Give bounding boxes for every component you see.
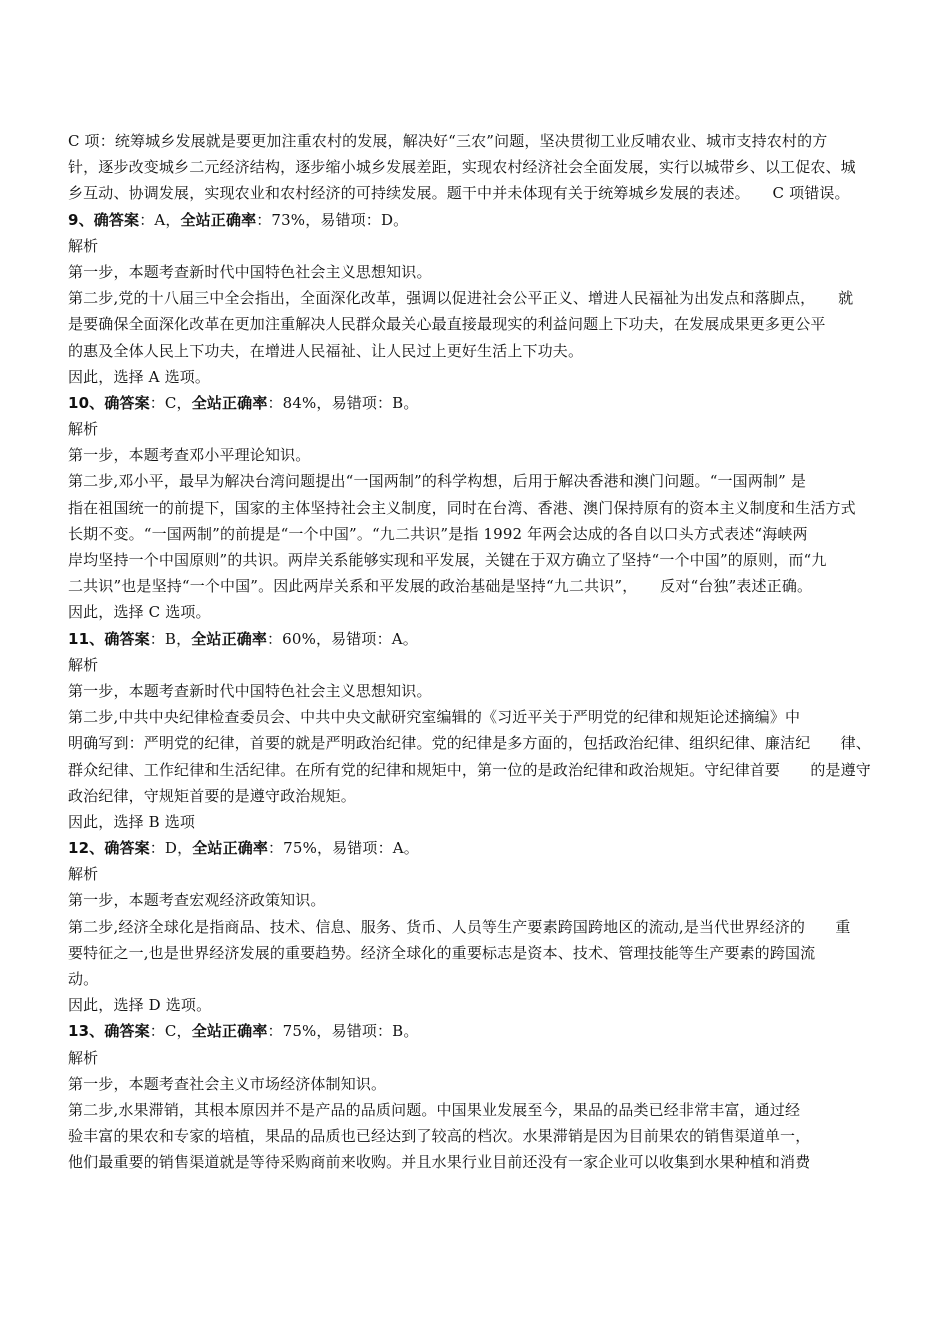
analysis-label: 解析	[68, 865, 99, 884]
rate-label: 全站正确率	[192, 839, 269, 858]
rate-value: ：75%，易错项：A。	[268, 839, 419, 858]
answer-line	[68, 207, 888, 233]
question-number: 10、	[68, 393, 105, 412]
answer-label: 确答案	[104, 629, 150, 648]
rate-value: ：84%，易错项：B。	[267, 393, 419, 412]
rate-value: ：73%，易错项：D。	[256, 210, 409, 229]
question-10-block	[68, 390, 888, 626]
text-line: 针，逐步改变城乡二元经济结构，逐步缩小城乡发展差距，实现农村经济社会全面发展，实行以城带乡、以工促农、城	[68, 158, 856, 177]
text-line: 第二步,经济全球化是指商品、技术、信息、服务、货币、人员等生产要素跨国跨地区的流动,是当代世界经济的 重	[68, 917, 851, 936]
conclusion-line: 因此，选择 B 选项	[68, 812, 196, 831]
text-line: 指在祖国统一的前提下，国家的主体坚持社会主义制度，同时在台湾、香港、澳门保持原有的资本主义制度和生活方式	[68, 498, 856, 517]
text-line: 第二步,党的十八届三中全会指出，全面深化改革，强调以促进社会公平正义、增进人民福祉为出发点和落脚点， 就	[68, 289, 854, 308]
question-13-block	[68, 1018, 888, 1175]
answer-value: ：A，	[139, 210, 181, 229]
rate-label: 全站正确率	[180, 210, 257, 229]
text-line: 第二步,水果滞销，其根本原因并不是产品的品质问题。中国果业发展至今，果品的品类已经非常丰富，通过经	[68, 1100, 801, 1119]
answer-value: ：C，	[149, 1022, 192, 1041]
text-line: 动。	[68, 970, 99, 988]
question-number: 11、	[68, 629, 105, 648]
analysis-label: 解析	[68, 1048, 99, 1067]
rate-label: 全站正确率	[191, 629, 268, 648]
answer-value: ：D，	[149, 839, 193, 858]
conclusion-line: 因此，选择 C 选项。	[68, 603, 211, 622]
answer-line	[68, 835, 888, 861]
question-9-block	[68, 207, 888, 390]
section-c-block	[68, 128, 888, 207]
analysis-label: 解析	[68, 420, 99, 439]
text-line: 第二步,邓小平，最早为解决台湾问题提出“一国两制”的科学构想，后用于解决香港和澳门问题。“一国两制” 是	[68, 472, 807, 491]
answer-value: ：B，	[149, 629, 192, 648]
answer-label: 确答案	[104, 393, 150, 412]
text-line: C 项：统筹城乡发展就是要更加注重农村的发展，解决好“三农”问题，坚决贯彻工业反哺农业、城市支持农村的方	[68, 132, 828, 150]
answer-line	[68, 626, 888, 652]
answer-line	[68, 390, 888, 416]
rate-value: ：75%，易错项：B。	[267, 1022, 419, 1041]
conclusion-line: 因此，选择 A 选项。	[68, 367, 211, 386]
text-line: 明确写到：严明党的纪律，首要的就是严明政治纪律。党的纪律是多方面的，包括政治纪律、组织纪律、廉洁纪 律、	[68, 734, 871, 753]
answer-label: 确答案	[93, 210, 140, 229]
question-11-block	[68, 626, 888, 836]
answer-label: 确答案	[104, 839, 150, 858]
text-line: 第一步，本题考查邓小平理论知识。	[68, 446, 311, 465]
question-number: 9、	[68, 210, 94, 229]
analysis-label: 解析	[68, 655, 99, 674]
answer-value: ：C，	[149, 393, 192, 412]
answer-label: 确答案	[104, 1022, 150, 1041]
text-line: 第一步，本题考查社会主义市场经济体制知识。	[68, 1074, 387, 1093]
question-12-block	[68, 835, 888, 1018]
text-line: 第一步，本题考查新时代中国特色社会主义思想知识。	[68, 262, 432, 281]
text-line: 是要确保全面深化改革在更加注重解决人民群众最关心最直接最现实的利益问题上下功夫，在发展成果更多更公平	[68, 315, 826, 334]
rate-label: 全站正确率	[191, 1022, 268, 1041]
rate-value: ：60%，易错项：A。	[267, 629, 418, 648]
question-number: 12、	[68, 839, 105, 858]
question-number: 13、	[68, 1022, 105, 1041]
rate-label: 全站正确率	[191, 393, 268, 412]
text-line: 乡互动、协调发展，实现农业和农村经济的可持续发展。题干中并未体现有关于统筹城乡发展的表述。 C 项错误。	[68, 184, 850, 203]
text-line: 政治纪律，守规矩首要的是遵守政治规矩。	[68, 786, 356, 805]
text-line: 长期不变。“一国两制”的前提是“一个中国”。“九二共识”是指 1992 年两会达成的各自以口头方式表述“海峡两	[68, 524, 808, 543]
text-line: 的惠及全体人民上下功夫，在增进人民福祉、让人民过上更好生活上下功夫。	[68, 341, 584, 360]
text-line: 验丰富的果农和专家的培植，果品的品质也已经达到了较高的档次。水果滞销是因为目前果农的销售渠道单一，	[68, 1127, 811, 1146]
analysis-label: 解析	[68, 236, 99, 255]
text-line: 二共识”也是坚持“一个中国”。因此两岸关系和平发展的政治基础是坚持“九二共识”， 反对“台独”表述正确。	[68, 577, 813, 596]
text-line: 要特征之一,也是世界经济发展的重要趋势。经济全球化的重要标志是资本、技术、管理技能等生产要素的跨国流	[68, 943, 816, 962]
text-line: 第二步,中共中央纪律检查委员会、中共中央文献研究室编辑的《习近平关于严明党的纪律和规矩论述摘编》中	[68, 708, 801, 727]
text-line: 第一步，本题考查新时代中国特色社会主义思想知识。	[68, 681, 432, 700]
answer-line	[68, 1018, 888, 1044]
text-line: 群众纪律、工作纪律和生活纪律。在所有党的纪律和规矩中，第一位的是政治纪律和政治规矩。守纪律首要 的是遵守	[68, 760, 871, 779]
document-page	[68, 128, 888, 1176]
conclusion-line: 因此，选择 D 选项。	[68, 996, 212, 1015]
text-line: 第一步，本题考查宏观经济政策知识。	[68, 891, 326, 910]
text-line: 岸均坚持一个中国原则”的共识。两岸关系能够实现和平发展，关键在于双方确立了坚持“一个中国”的原则，而“九	[68, 551, 827, 569]
text-line: 他们最重要的销售渠道就是等待采购商前来收购。并且水果行业目前还没有一家企业可以收集到水果种植和消费	[68, 1153, 811, 1172]
